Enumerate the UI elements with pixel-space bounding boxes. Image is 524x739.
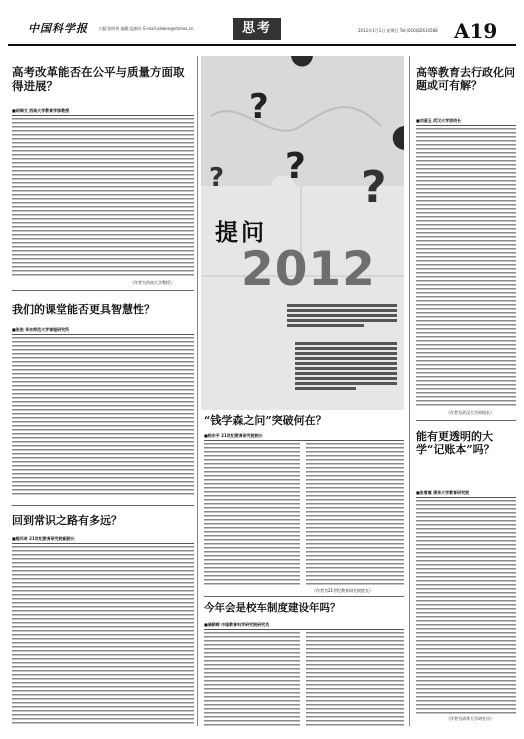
hero-intro-text [295,342,397,406]
byline-rule [204,629,404,630]
byline-rule [12,334,194,335]
article-body [416,128,516,408]
article-divider [12,290,194,291]
article-byline: ■刘道玉 武汉大学原校长 [416,118,462,123]
article-body [306,443,404,586]
column-divider [197,56,198,726]
hero-title: 提问 [215,220,267,246]
article-headline: 高等教育去行政化问题或可有解？ [416,66,515,93]
section-label: 思考 [233,18,281,40]
byline-rule [416,497,516,498]
date-info: 2012年1月1日 星期日 Tel:(010)82614588 [358,28,438,33]
byline-rule [12,543,194,544]
svg-text:?: ? [285,146,306,187]
article-headline: “钱学森之问”突破何在？ [204,414,327,427]
article-byline: ■杨东平 21世纪教育研究院院长 [204,433,263,438]
article-headline: 回到常识之路有多远？ [12,514,122,527]
column-divider [409,56,410,726]
article-body [12,546,194,726]
page-number: A19 [454,19,498,43]
article-body [204,443,300,586]
byline-rule [204,440,404,441]
page-header [8,18,516,42]
svg-text:?: ? [361,162,387,213]
article-signature: （作者为清华大学研究员） [446,716,494,721]
article-byline: ■熊丙奇 21世纪教育研究院副院长 [12,536,75,541]
article-signature: （作者为武汉大学原校长） [446,410,494,415]
article-body [306,632,404,726]
article-byline: ■张俊 华东师范大学课程研究所 [12,327,70,332]
article-headline: 能有更透明的大学“记账本”吗？ [416,430,495,457]
article-headline: 高考改革能否在公平与质量方面取得进展？ [12,65,185,93]
article-body [204,632,300,726]
article-byline: ■胡瑞文 西南大学教育学部教授 [12,108,70,113]
article-signature: （作者为西南大学教授） [130,280,174,285]
article-signature: （作者为21世纪教育研究院院长） [312,588,374,593]
hero-year: 2012 [241,242,376,297]
article-byline: ■储朝晖 中国教育科学研究院研究员 [204,622,270,627]
article-body [12,118,194,278]
byline-rule [416,125,516,126]
article-body [416,500,516,714]
svg-text:?: ? [249,87,269,127]
edition-info: 主编:张明伟 编辑:温新红 E-mail:xhwen@stimes.cn [98,26,194,31]
hero-intro-text [287,304,397,338]
article-divider [204,596,404,597]
article-divider [12,505,194,506]
header-rule [8,44,516,46]
hero-image [201,56,404,410]
byline-rule [12,115,194,116]
article-headline: 今年会是校车制度建设年吗？ [204,602,341,614]
svg-text:?: ? [209,163,225,193]
article-headline: 我们的课堂能否更具智慧性？ [12,303,155,316]
masthead: 中国科学报 [28,22,88,35]
article-body [12,337,194,497]
article-divider [416,420,516,421]
article-byline: ■张雪雁 清华大学教育研究院 [416,490,470,495]
